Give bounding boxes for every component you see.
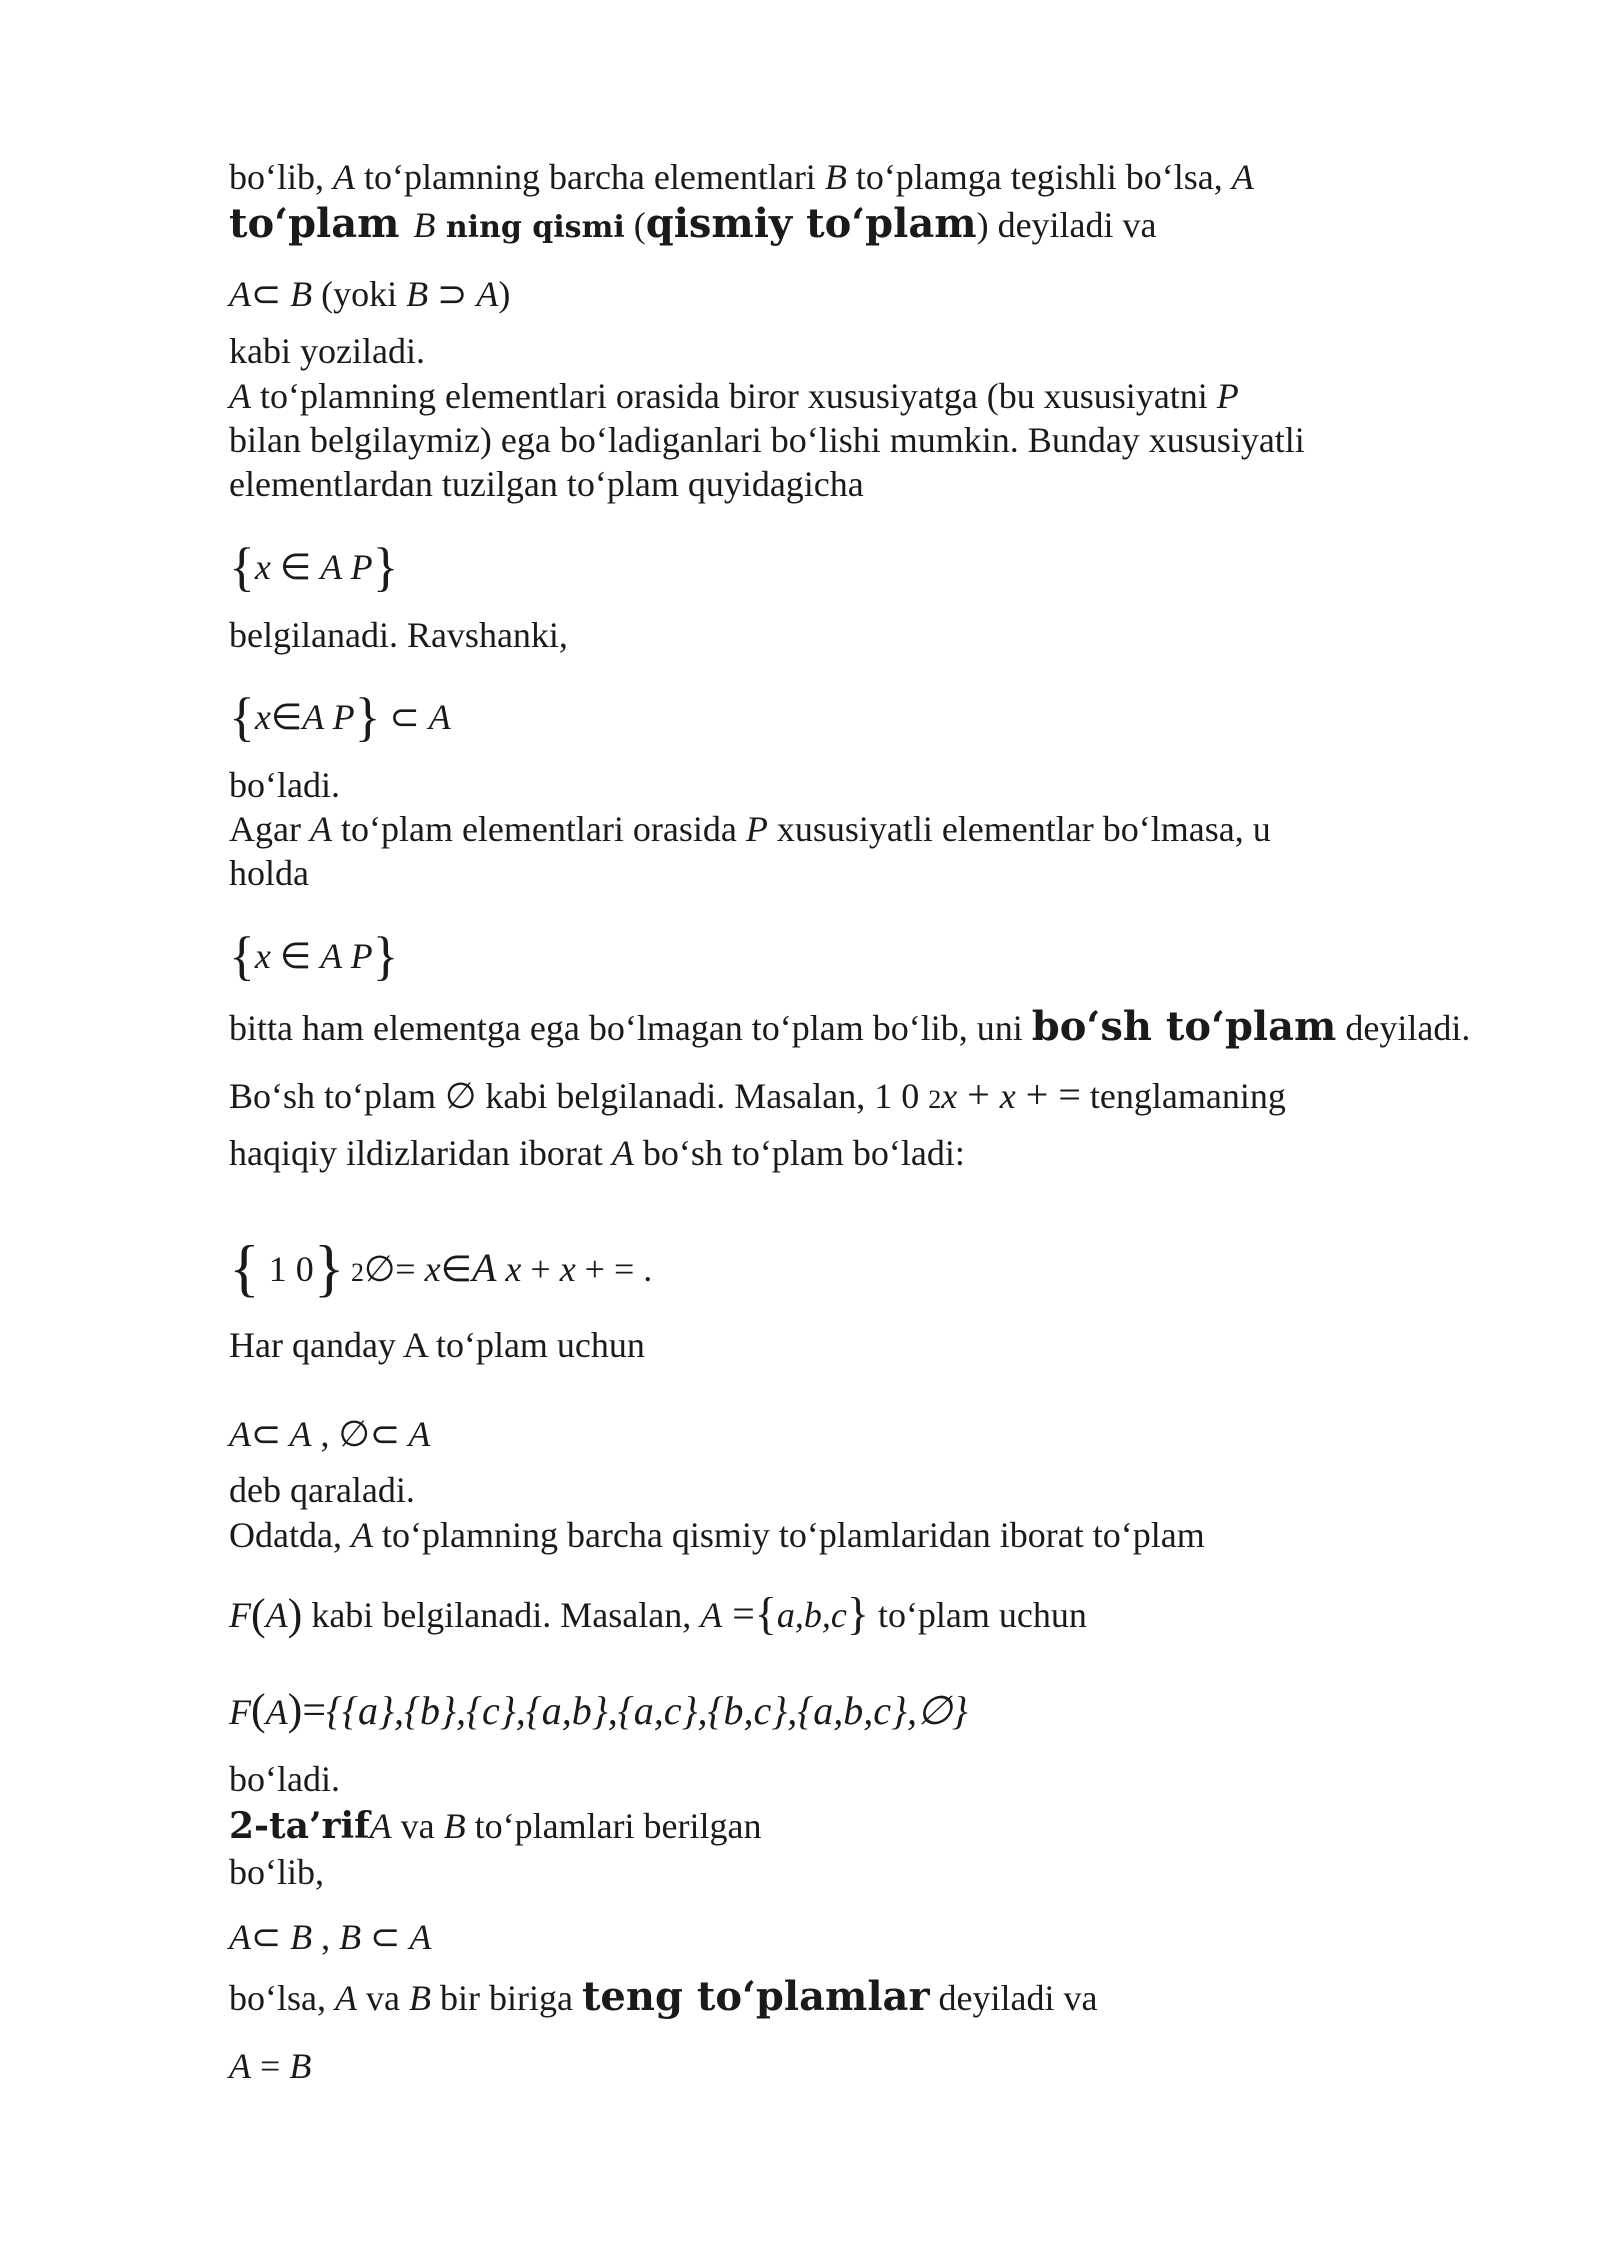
- math-var: P: [323, 697, 355, 737]
- math-symbol: =: [395, 1249, 425, 1289]
- math-var: a,b,c: [776, 1595, 847, 1635]
- text-line-22: [229, 1975, 1097, 2020]
- math-symbol: ⊂: [251, 1917, 282, 1957]
- brace-left: {: [229, 1232, 260, 1303]
- math-symbol: ∈: [270, 547, 321, 587]
- math-var: x: [254, 697, 271, 737]
- paren-right: ): [287, 1685, 303, 1734]
- text: ,: [312, 1917, 340, 1957]
- text: bo‘lsa,: [229, 1978, 335, 2018]
- definition-label: 2-ta’rif: [229, 1805, 370, 1847]
- text: tenglamaning: [1080, 1076, 1286, 1116]
- text: to‘plamlari berilgan: [465, 1806, 762, 1846]
- text: deyiladi.: [1336, 1008, 1471, 1048]
- text-line-4: kabi yoziladi.: [229, 331, 425, 371]
- math-var: x: [496, 1249, 522, 1289]
- math-symbol: ∈: [440, 1249, 472, 1289]
- text: Odatda,: [229, 1515, 351, 1555]
- paren-left: (: [251, 1590, 266, 1639]
- math-var: x: [254, 936, 271, 976]
- brace-left: {: [229, 926, 255, 986]
- math-var: A: [400, 1414, 431, 1454]
- bold-term: bo‘sh to‘plam: [1031, 1003, 1337, 1050]
- math-var: A: [476, 274, 499, 314]
- bold-term: teng to‘plamlar: [581, 1973, 930, 2020]
- math-var: A: [302, 697, 324, 737]
- text: va: [356, 1978, 409, 2018]
- bold-term: qismiy to‘plam: [645, 200, 977, 247]
- text-line-11: holda: [229, 853, 309, 893]
- math-symbol: =: [722, 1591, 755, 1636]
- math-symbol: ⊃: [428, 274, 477, 314]
- math-symbol: ∈: [270, 697, 303, 737]
- math-var: B: [413, 205, 436, 245]
- text: ) deyiladi va: [976, 205, 1157, 245]
- math-var: A: [229, 1414, 251, 1454]
- math-var: x: [999, 1076, 1016, 1116]
- math-var: A: [611, 1133, 634, 1173]
- text-line-19: bo‘ladi.: [229, 1759, 340, 1799]
- text-line-5: [229, 374, 1239, 418]
- text-line-12: [229, 1005, 1470, 1050]
- math-var: B: [406, 274, 429, 314]
- brace-right: }: [372, 926, 399, 986]
- math-var: A: [333, 157, 355, 197]
- brace-left: {: [229, 687, 255, 747]
- text: kabi belgilanadi. Masalan,: [302, 1595, 701, 1635]
- math-set: {{a},{b},{c},{a,b},{a,c},{b,c},{a,b,c},∅}: [326, 1688, 968, 1733]
- math-var: A: [320, 936, 342, 976]
- text: deyiladi va: [929, 1978, 1098, 2018]
- text-line-17: [229, 1513, 1205, 1557]
- text: to‘plamga tegishli bo‘lsa,: [846, 157, 1232, 197]
- math-var: A: [471, 1245, 497, 1290]
- text: Bo‘sh to‘plam: [229, 1076, 445, 1116]
- math-number: 2: [928, 1085, 942, 1114]
- math-number: 2: [344, 1258, 364, 1287]
- math-var: x: [424, 1249, 441, 1289]
- math-var: F: [229, 1692, 251, 1732]
- math-var: A: [265, 1595, 288, 1635]
- math-symbol: ⊂: [369, 1414, 401, 1454]
- brace-right: }: [354, 687, 381, 747]
- math-symbol: ∈: [270, 936, 321, 976]
- formula-mutual-subset: [229, 1915, 431, 1959]
- text-line-7: elementlardan tuzilgan to‘plam quyidagicha: [229, 464, 864, 504]
- empty-set-symbol: ∅: [363, 1249, 396, 1289]
- text: (: [624, 205, 646, 245]
- brace-left: {: [754, 1588, 777, 1639]
- text: xususiyatli elementlar bo‘lmasa, u: [767, 809, 1271, 849]
- text-line-8: belgilanadi. Ravshanki,: [229, 615, 568, 655]
- bold-term: ning qismi: [435, 210, 625, 245]
- empty-set-symbol: ∅: [338, 1414, 370, 1454]
- math-var: A: [229, 274, 251, 314]
- text: ): [498, 274, 511, 314]
- math-var: P: [745, 809, 768, 849]
- math-var: A: [320, 547, 342, 587]
- math-var: A: [265, 1692, 288, 1732]
- text-line-13: [229, 1073, 1286, 1122]
- text: bo‘lib,: [229, 157, 333, 197]
- math-var: B: [290, 274, 313, 314]
- math-symbol: ⊂: [251, 274, 291, 314]
- bold-term: to‘plam: [229, 200, 414, 247]
- text: bir biriga: [430, 1978, 582, 2018]
- formula-power-set: [229, 1685, 968, 1734]
- math-symbol: =: [302, 1688, 326, 1734]
- text: bitta ham elementga ega bo‘lmagan to‘plam bo‘lib, uni: [229, 1008, 1032, 1048]
- paren-right: ): [287, 1590, 303, 1639]
- math-var: A: [428, 697, 451, 737]
- math-var: A: [309, 809, 332, 849]
- math-var: B: [339, 1917, 362, 1957]
- brace-right: }: [372, 537, 399, 597]
- math-symbol: ⊂: [251, 1414, 282, 1454]
- text: to‘plamning elementlari orasida biror xususiyatga (bu xususiyatni: [251, 376, 1217, 416]
- formula-subset-self: [229, 1412, 430, 1456]
- math-var: B: [443, 1806, 466, 1846]
- formula-set-builder-3: [229, 926, 399, 986]
- text-line-2: [229, 202, 1157, 250]
- text: to‘plam elementlari orasida: [331, 809, 746, 849]
- text: va: [391, 1806, 444, 1846]
- text: Agar: [229, 809, 310, 849]
- brace-left: {: [229, 537, 255, 597]
- math-var: F: [229, 1595, 251, 1635]
- brace-right: }: [846, 1588, 869, 1639]
- math-var: B: [281, 1917, 313, 1957]
- math-var: A: [229, 2046, 251, 2086]
- text-line-10: [229, 807, 1271, 851]
- formula-subset: [229, 272, 510, 316]
- math-symbol: =: [1058, 1072, 1081, 1117]
- math-var: A: [281, 1414, 312, 1454]
- math-var: B: [289, 2046, 312, 2086]
- text-line-6: bilan belgilaymiz) ega bo‘ladiganlari bo‘lishi mumkin. Bunday xususiyatli: [229, 420, 1305, 460]
- math-symbol: +: [957, 1072, 1000, 1117]
- text-line-1: [229, 155, 1254, 199]
- formula-set-builder-1: [229, 537, 399, 597]
- formula-empty-root-set: [229, 1232, 653, 1303]
- math-var: A: [229, 376, 251, 416]
- text-line-9: bo‘ladi.: [229, 765, 340, 805]
- math-var: A: [1231, 157, 1254, 197]
- text: (yoki: [312, 274, 407, 314]
- definition-line: [229, 1804, 762, 1848]
- text-line-18: [229, 1588, 1087, 1639]
- math-var: P: [1216, 376, 1239, 416]
- math-var: x: [254, 547, 271, 587]
- math-var: P: [341, 936, 373, 976]
- formula-set-builder-2: [229, 687, 451, 747]
- text-line-15: Har qanday A to‘plam uchun: [229, 1325, 645, 1365]
- math-var: A: [334, 1978, 357, 2018]
- math-var: A: [700, 1595, 723, 1635]
- math-var: A: [369, 1806, 392, 1846]
- math-var: x: [559, 1249, 576, 1289]
- text: to‘plamning barcha qismiy to‘plamlaridan iborat to‘plam: [372, 1515, 1205, 1555]
- math-var: B: [408, 1978, 431, 2018]
- math-symbol: +: [1015, 1072, 1059, 1117]
- paren-left: (: [251, 1685, 266, 1734]
- text: haqiqiy ildizlaridan iborat: [229, 1133, 612, 1173]
- text: ,: [311, 1414, 339, 1454]
- text: to‘plamning barcha elementlari: [355, 157, 825, 197]
- text-line-16: deb qaraladi.: [229, 1470, 415, 1510]
- text-line-21: bo‘lib,: [229, 1852, 324, 1892]
- text-line-14: [229, 1131, 965, 1175]
- math-symbol: +: [521, 1249, 560, 1289]
- brace-right: }: [313, 1232, 345, 1303]
- math-symbol: ⊂: [380, 697, 429, 737]
- text: to‘plam uchun: [868, 1595, 1087, 1635]
- formula-equality: [229, 2044, 311, 2088]
- math-var: A: [229, 1917, 251, 1957]
- math-number: 1 0: [259, 1249, 314, 1289]
- text: kabi belgilanadi. Masalan, 1 0: [476, 1076, 929, 1116]
- math-var: x: [941, 1076, 958, 1116]
- math-symbol: =: [251, 2046, 290, 2086]
- math-var: P: [341, 547, 373, 587]
- math-var: A: [409, 1917, 432, 1957]
- math-symbol: = .: [613, 1249, 653, 1289]
- math-var: A: [350, 1515, 373, 1555]
- math-var: B: [824, 157, 847, 197]
- text: bo‘sh to‘plam bo‘ladi:: [633, 1133, 965, 1173]
- empty-set-symbol: ∅: [444, 1076, 477, 1116]
- math-symbol: +: [575, 1249, 614, 1289]
- math-symbol: ⊂: [361, 1917, 410, 1957]
